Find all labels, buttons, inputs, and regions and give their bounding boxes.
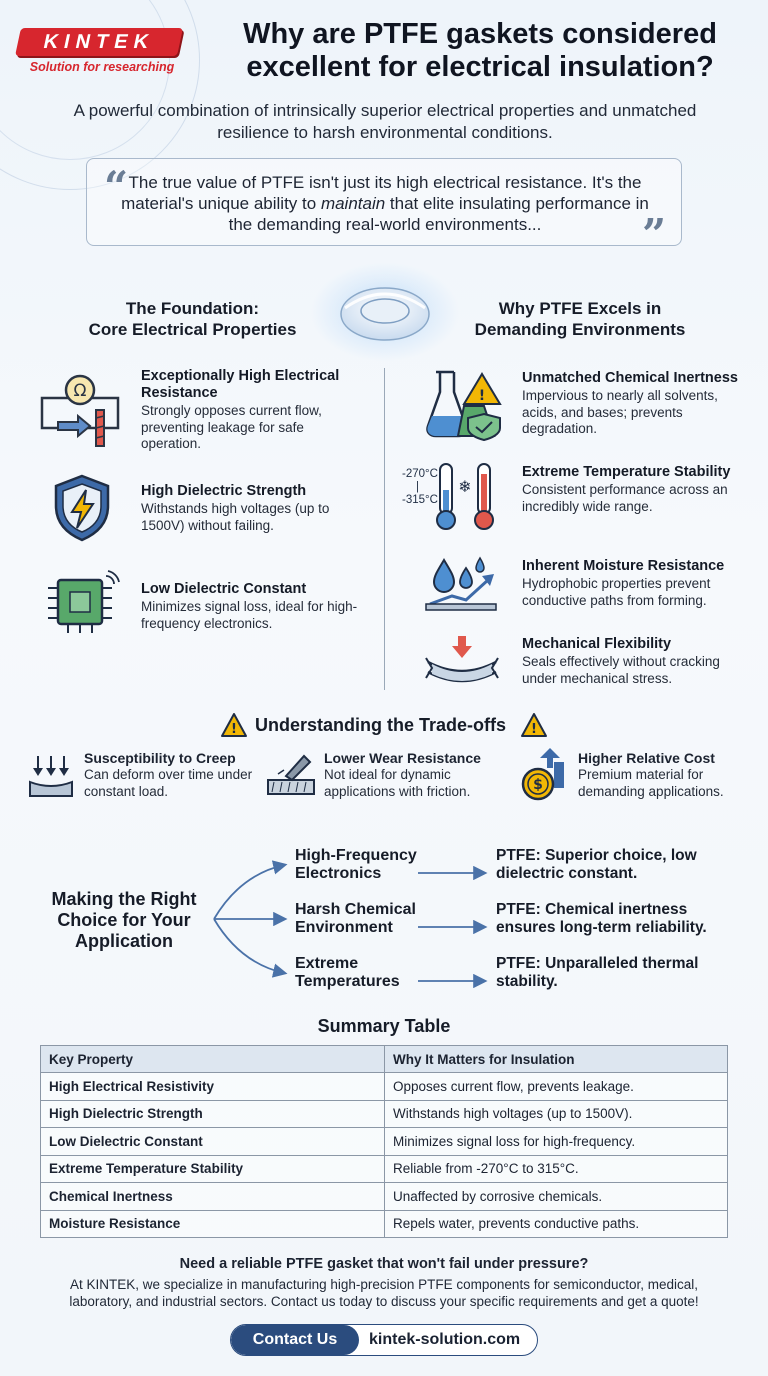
choice-application: Extreme Temperatures [295,955,400,990]
cta-question: Need a reliable PTFE gasket that won't fail under pressure? [179,1256,589,1272]
table-cell: Minimizes signal loss for high-frequency. [385,1128,728,1156]
table-row [41,1155,728,1183]
chemical-flask-icon [424,366,508,440]
left-item-3 [141,581,366,632]
wear-abrasion-icon [266,752,316,798]
table-header-row [41,1046,728,1073]
table-cell: High Dielectric Strength [41,1100,385,1128]
item-title: Exceptionally High Electrical Resistance [141,368,340,401]
table-cell: High Electrical Resistivity [41,1073,385,1101]
choice-application: Harsh Chemical Environment [295,901,416,936]
tradeoff-title: Lower Wear Resistance [324,750,481,766]
shield-lightning-icon [50,472,114,544]
table-row [41,1073,728,1101]
creep-deform-icon [28,754,74,798]
temperature-labels [402,468,438,507]
close-quote-icon: ” [642,210,667,259]
table-row [41,1128,728,1156]
right-item-1 [522,370,752,438]
svg-text:$: $ [533,777,543,793]
item-desc: Hydrophobic properties prevent conductive paths from forming. [522,576,711,608]
tradeoff-item-1 [84,750,254,800]
temp-high-label: -270°C [402,468,438,480]
open-quote-icon: “ [104,162,129,211]
contact-us-button[interactable]: Contact Us [231,1325,359,1355]
quote-text [120,172,650,235]
cta-text: At KINTEK, we specialize in manufacturing high-precision PTFE components for semiconductor, medical, laboratory, and industrial sectors. Contact us today to discuss your specific requirements and get a quote! [69,1277,699,1309]
svg-text:❄: ❄ [458,477,472,496]
warning-icon [220,712,248,738]
left-column-heading [40,298,345,340]
contact-pill [230,1324,538,1356]
summary-table [40,1045,728,1238]
column-divider [384,368,385,690]
ptfe-gasket-ring-icon [335,278,435,348]
choice-result: PTFE: Unparalleled thermal stability. [496,955,699,990]
item-desc: Seals effectively without cracking under mechanical stress. [522,654,720,686]
microchip-icon [44,570,120,636]
item-desc: Consistent performance across an incredibly wide range. [522,482,728,514]
left-item-1 [141,368,366,453]
item-title: Unmatched Chemical Inertness [522,370,738,386]
ohm-symbol: Ω [73,381,87,401]
tradeoff-desc: Premium material for demanding applications. [578,767,724,799]
item-title: Low Dielectric Constant [141,581,307,597]
thermometer-icon [434,462,504,532]
right-item-3 [522,558,752,609]
table-cell: Opposes current flow, prevents leakage. [385,1073,728,1101]
table-row [41,1183,728,1211]
item-desc: Impervious to nearly all solvents, acids, and bases; prevents degradation. [522,388,718,436]
item-title: Mechanical Flexibility [522,636,672,652]
brand-logo [18,28,186,74]
right-item-4 [522,636,752,687]
table-cell: Unaffected by corrosive chemicals. [385,1183,728,1211]
choice-heading: Making the Right Choice for Your Application [51,889,197,951]
heading-line: Demanding Environments [474,320,686,339]
heading-line: Core Electrical Properties [88,320,297,339]
table-cell: Chemical Inertness [41,1183,385,1211]
table-cell: Repels water, prevents conductive paths. [385,1210,728,1238]
table-row [41,1100,728,1128]
table-cell: Reliable from -270°C to 315°C. [385,1155,728,1183]
svg-text:!: ! [478,388,486,404]
page-subtitle: A powerful combination of intrinsically superior electrical properties and unmatched resilience to harsh environmental conditions. [73,101,697,142]
item-title: High Dielectric Strength [141,483,307,499]
cost-coin-icon [520,748,568,802]
temp-separator: | [416,481,419,493]
left-item-2 [141,483,366,534]
item-title: Inherent Moisture Resistance [522,558,725,574]
tradeoff-title: Higher Relative Cost [578,750,715,766]
table-cell: Withstands high voltages (up to 1500V). [385,1100,728,1128]
tradeoff-item-2 [324,750,504,800]
quote-emphasis: maintain [320,194,386,213]
tradeoffs-heading: Understanding the Trade-offs [255,715,507,735]
warning-icon [520,712,548,738]
table-row [41,1210,728,1238]
table-header-cell: Why It Matters for Insulation [385,1046,728,1073]
heading-line: The Foundation: [125,299,260,318]
heading-line: Why PTFE Excels in [498,299,662,318]
table-cell: Low Dielectric Constant [41,1128,385,1156]
table-header-cell: Key Property [41,1046,385,1073]
resistance-circuit-icon [38,372,128,452]
tradeoff-desc: Not ideal for dynamic applications with friction. [324,767,471,799]
website-link[interactable]: kintek-solution.com [369,1331,521,1348]
water-drop-icon [424,556,504,614]
svg-text:!: ! [531,722,537,737]
tradeoff-desc: Can deform over time under constant load. [84,767,253,799]
table-cell: Extreme Temperature Stability [41,1155,385,1183]
page-title: Why are PTFE gaskets considered excellent for electrical insulation? [243,18,717,83]
quote-part: that elite insulating performance in the demanding real-world environments... [228,194,649,234]
flexible-seal-icon [424,634,504,690]
logo-tagline: Solution for researching [29,60,175,74]
right-column-heading [430,298,730,340]
summary-heading: Summary Table [317,1016,451,1036]
choice-application: High-Frequency Electronics [295,847,417,882]
summary-table-wrapper [40,1045,728,1238]
table-cell: Moisture Resistance [41,1210,385,1238]
choice-result: PTFE: Superior choice, low dielectric constant. [496,847,697,882]
item-desc: Withstands high voltages (up to 1500V) without failing. [141,501,330,533]
item-desc: Strongly opposes current flow, preventing leakage for safe operation. [141,403,322,451]
quote-part: The true value of PTFE isn't just its high electrical resistance. It's the material's unique ability to [121,173,642,213]
choice-result: PTFE: Chemical inertness ensures long-term reliability. [496,901,707,936]
right-item-2 [522,464,752,515]
item-desc: Minimizes signal loss, ideal for high-frequency electronics. [141,599,358,631]
tradeoff-title: Susceptibility to Creep [84,750,236,766]
item-title: Extreme Temperature Stability [522,464,731,480]
temp-low-label: -315°C [402,494,438,506]
svg-text:!: ! [231,722,237,737]
tradeoff-item-3 [578,750,758,800]
logo-badge: KINTEK [15,28,183,56]
